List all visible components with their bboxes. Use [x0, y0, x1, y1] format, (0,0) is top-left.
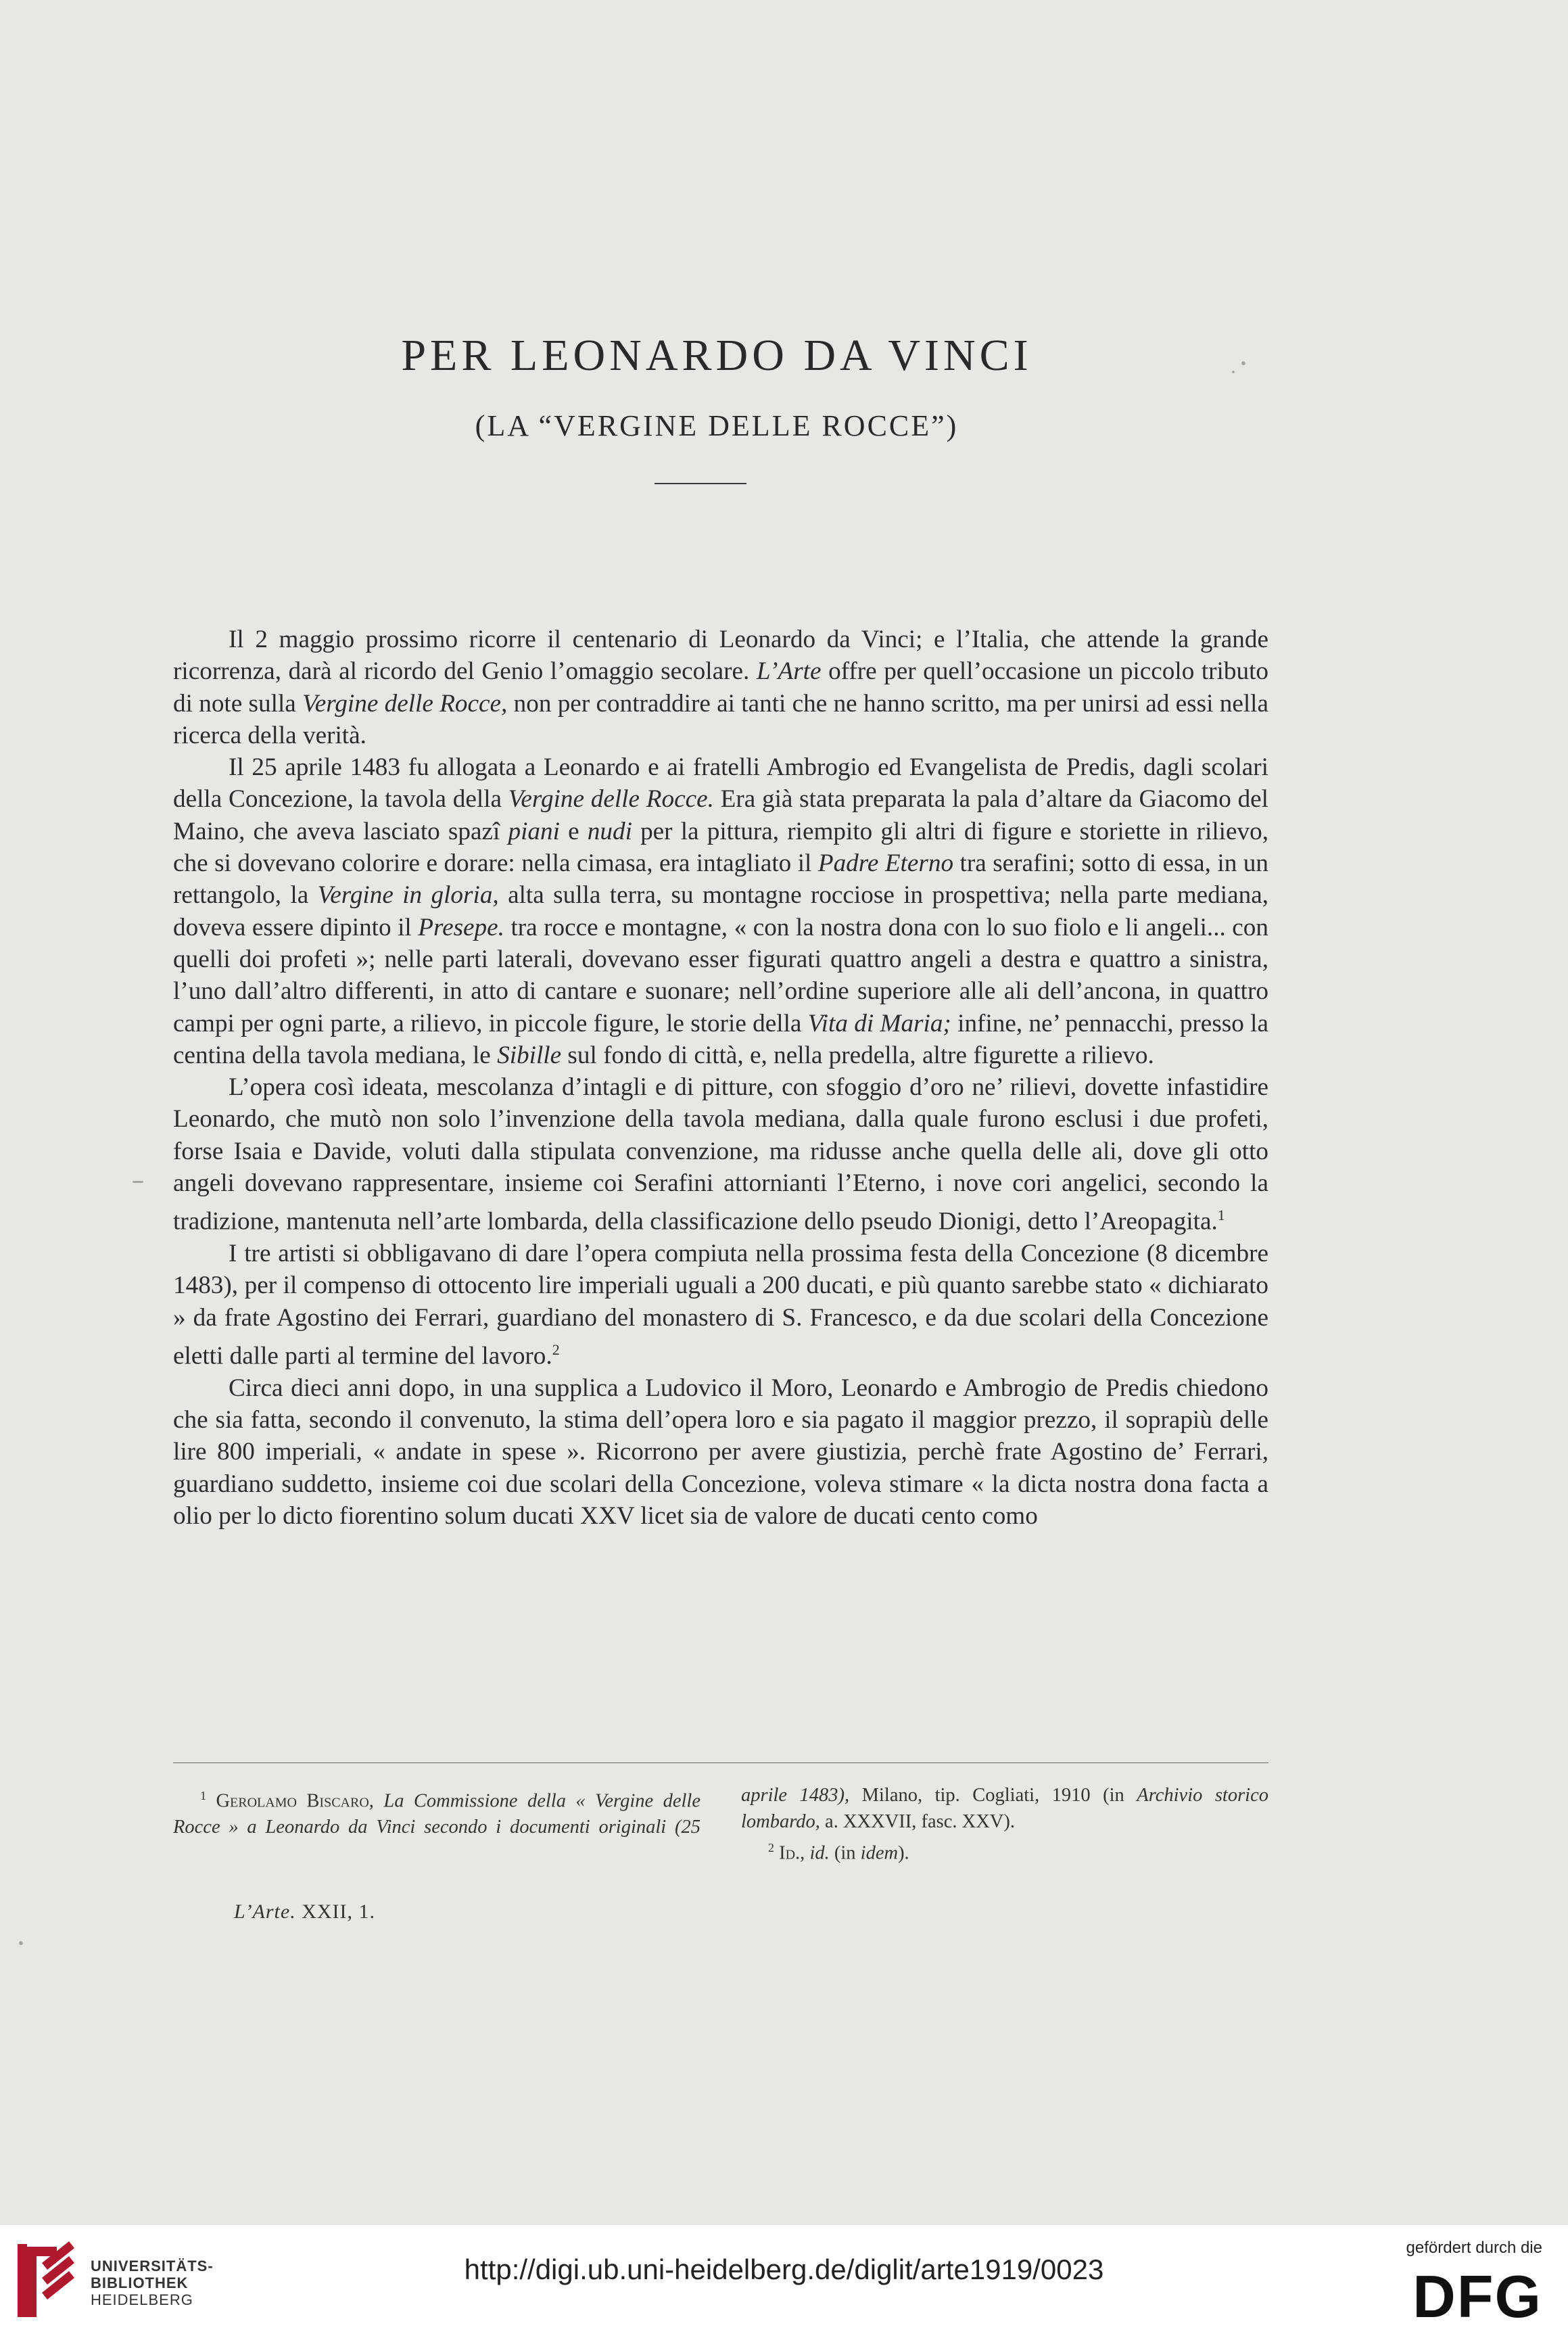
- italic-run: Sibille: [497, 1041, 562, 1069]
- scan-speck: [1241, 361, 1245, 365]
- text-run: tra serafini; sotto di essa, in un rettangolo, la: [173, 849, 1268, 910]
- text-run: Circa dieci anni dopo, in una supplica a Ludovico il Moro, Leonardo e Ambrogio de Predis chiedono che sia fatta, secondo il convenuto, la stima dell’opera loro e sia pagato il maggior prezzo, il soprapiù delle lire 800 imperiali, « andate in spese ». Ricorrono per avere giustizia, perchè frate Agostino de’ Ferrari, guardiano suddetto, insieme coi due scolari della Concezione, voleva stimare « la dicta nostra dona facta a olio per lo dicto fiorentino solum ducati XXV licet sia de valore de ducati cento como: [173, 1374, 1268, 1530]
- footnote-text: a. XXXVII, fasc. XXV).: [819, 1811, 1015, 1832]
- text-run: offre per quell’occasione un piccolo tributo di note sulla: [173, 657, 1268, 718]
- footnote-id: id.: [809, 1842, 830, 1864]
- italic-run: piani: [508, 817, 560, 845]
- paragraph-5: [173, 1372, 1268, 1532]
- footnote-number: 2: [768, 1841, 774, 1854]
- text-run: sul fondo di città, e, nella predella, altre figurette a rilievo.: [561, 1041, 1154, 1069]
- text-run: Il 25 aprile 1483 fu allogata a Leonardo e ai fratelli Ambrogio ed Evangelista de Predis, dagli scolari della Concezione, la tavola della: [173, 753, 1268, 814]
- text-run: e: [559, 817, 588, 845]
- text-run: Era già stata preparata la pala d’altare da Giacomo del Maino, che aveva lasciato spazî: [173, 785, 1269, 845]
- paragraph-4: [173, 1238, 1268, 1372]
- italic-run: Padre Eterno: [817, 849, 954, 878]
- footnote-text: ).: [898, 1842, 909, 1864]
- italic-run: Presepe.: [418, 913, 504, 941]
- text-run: I tre artisti si obbligavano di dare l’opera compiuta nella prossima festa della Concezione (8 dicembre 1483), per il compenso di ottocento lire imperiali uguali a 200 ducati, e più quanto sarebbe stato « dichiarato » da frate Agostino dei Ferrari, guardiano del monastero di S. Francesco, e da due scolari della Concezione eletti dalle parti al termine del lavoro.: [173, 1240, 1268, 1370]
- article-subtitle: (LA “VERGINE DELLE ROCCE”): [475, 409, 959, 442]
- signature-volume: XXII, 1.: [295, 1900, 376, 1923]
- permalink-url[interactable]: http://digi.ub.uni-heidelberg.de/diglit/arte1919/0023: [464, 2253, 1104, 2285]
- footnote-text: (in: [829, 1842, 861, 1864]
- text-run: L’opera così ideata, mescolanza d’intagli e di pitture, con sfoggio d’oro ne’ rilievi, dovette infastidire Leonardo, che mutò non solo l’invenzione della tavola mediana, dalla quale furono esclusi i due profeti, forse Isaia e Davide, voluti dalla stipulata convenzione, ma ridusse anche quella delle ali, dove gli otto angeli dovevano rappresentare, insieme coi Serafini attornianti l’Eterno, i nove cori angelici, secondo la tradizione, mantenuta nell’arte lombarda, della classificazione dello pseudo Dionigi, detto l’Areopagita.: [173, 1073, 1268, 1236]
- footnote-2: [741, 1835, 1268, 1867]
- text-run: tra rocce e montagne, « con la nostra dona con lo suo fiolo e li angeli... con quelli doi profeti »; nelle parti laterali, dovevano esser figurati quattro angeli a destra e quattro a sinistra, l’uno dall’altro differenti, in atto di cantare e suonare; nell’ordine superiore alle ali dell’ancona, in quattro campi per ogni parte, a rilievo, in piccole figure, le storie della: [173, 913, 1268, 1037]
- library-name-line: HEIDELBERG: [91, 2291, 193, 2308]
- dfg-logo: DFG: [1412, 2263, 1542, 2330]
- footnote-journal: Archivio storico lombardo,: [741, 1785, 1268, 1832]
- footnote-divider: [173, 1762, 1268, 1763]
- footnote-ref[interactable]: 1: [1217, 1207, 1225, 1224]
- text-run: infine, ne’ pennacchi, presso la centina della tavola mediana, le: [173, 1009, 1268, 1069]
- article-title: PER LEONARDO DA VINCI: [401, 331, 1032, 380]
- scan-speck: [19, 1941, 23, 1945]
- footnote-idem: idem: [860, 1842, 899, 1864]
- footer-bar: [0, 2225, 1568, 2336]
- footnote-author: Id.,: [779, 1842, 805, 1864]
- text-run: Il 2 maggio prossimo ricorre il centenario di Leonardo da Vinci; e l’Italia, che attende la grande ricorrenza, darà al ricordo del Genio l’omaggio secolare.: [173, 626, 1268, 686]
- scan-speck: [133, 1181, 143, 1183]
- paragraph-2: [173, 751, 1268, 1071]
- text-run: per la pittura, riempito gli altri di figure e storiette in rilievo, che si dovevano colorire e dorare: nella cimasa, era intagliato il: [173, 817, 1269, 878]
- signature-mark: [234, 1900, 375, 1923]
- funding-label: gefördert durch die: [1406, 2239, 1542, 2257]
- italic-run: Vergine delle Rocce.: [508, 785, 714, 814]
- text-run: non per contraddire ai tanti che ne hanno scritto, ma per unirsi ad essi nella ricerca della verità.: [173, 689, 1269, 749]
- paragraph-3: [173, 1071, 1268, 1238]
- text-run: alta sulla terra, su montagne rocciose in prospettiva; nella parte mediana, doveva essere dipinto il: [173, 881, 1269, 941]
- footnotes: [173, 1783, 1268, 1867]
- footnote-title: La Commissione della « Vergine delle Rocce » a Leonardo da Vinci secondo i documenti originali (25 aprile 1483),: [173, 1785, 850, 1838]
- italic-run: Vita di Maria;: [807, 1009, 951, 1037]
- italic-run: L’Arte: [756, 657, 822, 686]
- italic-run: Vergine in gloria,: [317, 881, 499, 910]
- footnote-author: Gerolamo Biscaro,: [216, 1790, 374, 1812]
- footnote-ref[interactable]: 2: [552, 1340, 560, 1358]
- library-name-line: BIBLIOTHEK: [91, 2274, 189, 2291]
- italic-run: Vergine delle Rocce,: [302, 689, 508, 718]
- signature-journal: L’Arte.: [234, 1900, 296, 1923]
- article-body: [173, 624, 1268, 1532]
- paragraph-1: [173, 624, 1268, 751]
- library-name-line: UNIVERSITÄTS-: [91, 2258, 214, 2274]
- title-divider: [655, 483, 746, 484]
- scan-speck: [1232, 371, 1235, 373]
- footnote-text: Milano, tip. Cogliati, 1910 (in: [849, 1785, 1137, 1806]
- italic-run: nudi: [587, 817, 632, 845]
- footnote-number: 1: [200, 1789, 206, 1802]
